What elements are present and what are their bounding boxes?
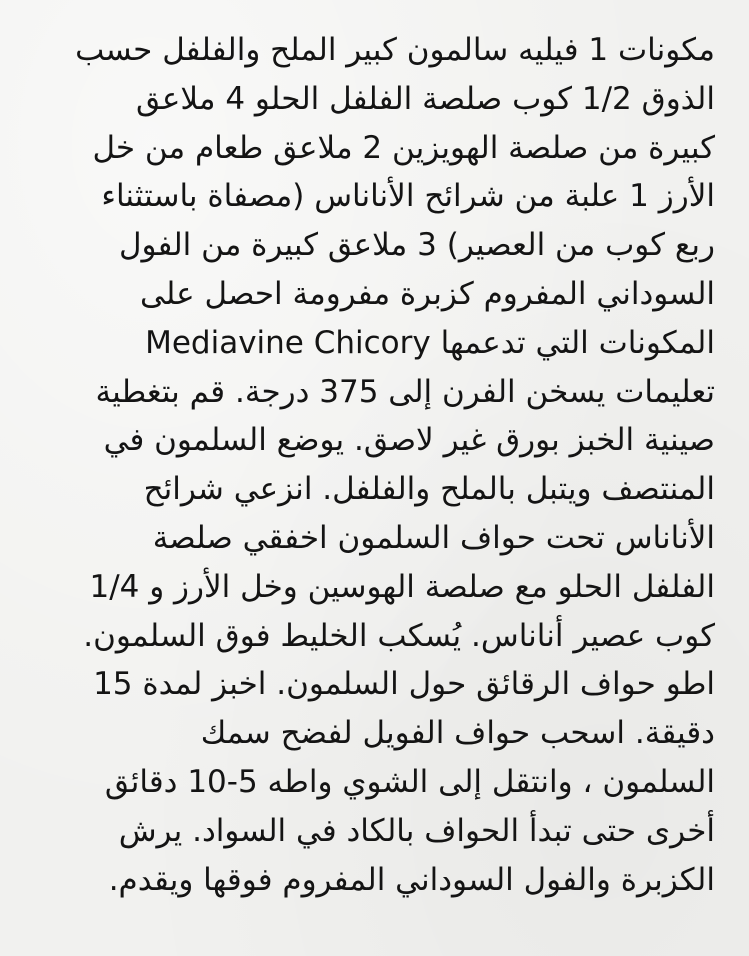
text-line: الفلفل الحلو مع صلصة الهوسين وخل الأرز و 1/4 [89, 568, 715, 605]
text-line: الأناناس تحت حواف السلمون اخفقي صلصة [152, 519, 715, 556]
text-line: كوب عصير أناناس. يُسكب الخليط فوق السلمون. [83, 617, 715, 654]
text-line: السوداني المفروم كزبرة مفرومة احصل على [140, 275, 715, 312]
text-line: كبيرة من صلصة الهويزين 2 ملاعق طعام من خل [92, 129, 715, 166]
text-line: دقيقة. اسحب حواف الفويل لفضح سمك [200, 715, 715, 752]
text-line: المكونات التي تدعمها Mediavine Chicory [145, 324, 715, 361]
text-line: أخرى حتى تبدأ الحواف بالكاد في السواد. يرش [118, 812, 715, 849]
text-line: مكونات 1 فيليه سالمون كبير الملح والفلفل حسب [75, 32, 715, 68]
text-line: الذوق 1/2 كوب صلصة الفلفل الحلو 4 ملاعق [136, 80, 715, 117]
text-line: الأرز 1 علبة من شرائح الأناناس (مصفاة باستثناء [101, 178, 715, 215]
text-line: ربع كوب من العصير) 3 ملاعق كبيرة من الفول [118, 227, 715, 264]
text-line: تعليمات يسخن الفرن إلى 375 درجة. قم بتغطية [95, 373, 715, 410]
text-line: صينية الخبز بورق غير لاصق. يوضع السلمون في [103, 422, 715, 459]
text-line: الكزبرة والفول السوداني المفروم فوقها ويقدم. [108, 861, 715, 898]
text-line: المنتصف ويتبل بالملح والفلفل. انزعي شرائح [143, 471, 715, 508]
recipe-text [52, 26, 715, 904]
text-line: اطو حواف الرقائق حول السلمون. اخبز لمدة 15 [93, 666, 715, 703]
text-line: السلمون ، وانتقل إلى الشوي واطه 5-10 دقائق [104, 763, 715, 800]
